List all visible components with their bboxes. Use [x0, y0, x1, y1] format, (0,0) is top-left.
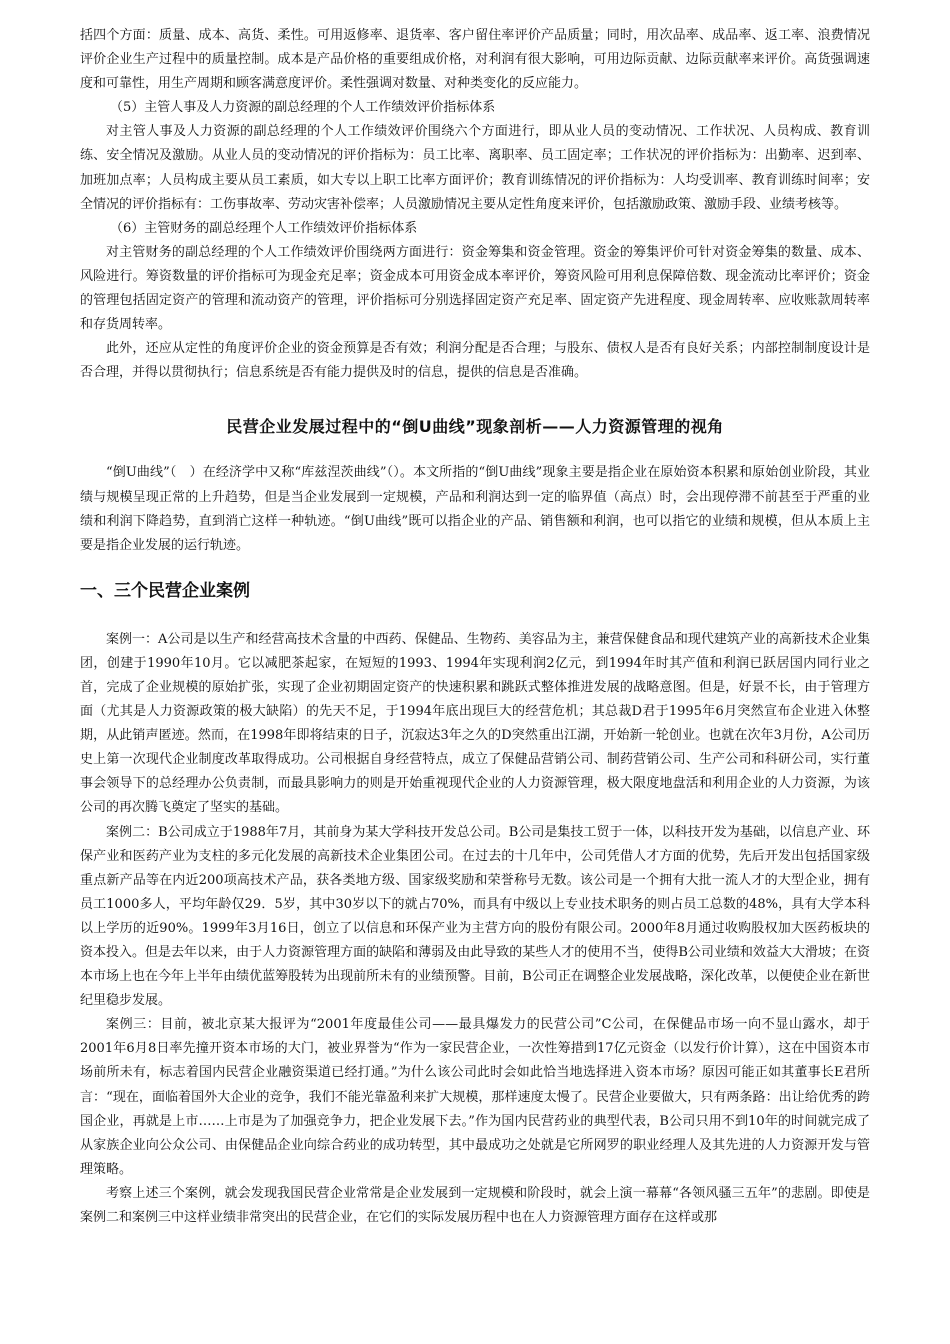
paragraph-quality-indicators: 括四个方面：质量、成本、高货、柔性。可用返修率、退货率、客户留住率评价产品质量；同时，用次品率、成品率、返工率、浪费情况评价企业生产过程中的质量控制。成本是产品价格的重要组成价格，对利润有很大影响，可用边际贡献、边际贡献率来评价。高货强调速度和可靠性，用生产周期和顾客满意度评价。柔性强调对数量、对种类变化的反应能力。 — [80, 28, 870, 92]
article-title: 民营企业发展过程中的“倒U曲线”现象剖析——人力资源管理的视角 — [226, 417, 724, 437]
section-heading: 一、三个民营企业案例 — [80, 580, 250, 601]
paragraph-intro: “倒U曲线”（ ）在经济学中又称“库兹涅茨曲线”（）。本文所指的“倒U曲线”现象主要是指企业在原始资本积累和原始创业阶段，其业绩与规模呈现正常的上升趋势，但是当企业发展到一定规模，产品和利润达到一定的临界值（高点）时，会出现停滞不前甚至于严重的业绩和利润下降趋势，直到消亡这样一种轨迹。“倒U曲线”既可以指企业的产品、销售额和利润，也可以指它的业绩和规模，但从本质上主要是指企业发展的运行轨迹。 — [80, 465, 870, 553]
paragraph-case-1: 案例一：A公司是以生产和经营高技术含量的中西药、保健品、生物药、美容品为主，兼营保健食品和现代建筑产业的高新技术企业集团，创建于1990年10月。它以减肥茶起家，在短短的1993、1994年实现利润2亿元，到1994年时其产值和利润已跃居国内同行业之首，完成了企业规模的原始扩张，实现了企业初期固定资产的快速积累和跳跃式整体推进发展的战略意图。但是，好景不长，由于管理方面（尤其是人力资源政策的极大缺陷）的先天不足，于1994年底出现巨大的经营危机；其总裁D君于1995年6月突然宣布企业进入休整期，从此销声匿迹。然而，在1998年即将结束的日子，沉寂达3年之久的D突然重出江湖，开始新一轮创业。也就在次年3月份，A公司历史上第一次现代企业制度改革取得成功。公司根据自身经营特点，成立了保健品营销公司、制药营销公司、生产公司和科研公司，实行董事会领导下的总经理办公负责制，而最具影响力的则是开始重视现代企业的人力资源管理，极大限度地盘活和利用企业的人力资源，为该公司的再次腾飞奠定了坚实的基础。 — [80, 631, 870, 816]
subheading-finance-vp: （6）主管财务的副总经理个人工作绩效评价指标体系 — [110, 220, 418, 236]
paragraph-qualitative: 此外，还应从定性的角度评价企业的资金预算是否有效；利润分配是否合理；与股东、债权人是否有良好关系；内部控制制度设计是否合理，并得以贯彻执行；信息系统是否有能力提供及时的信息，提供的信息是否准确。 — [80, 341, 870, 381]
cases-block — [80, 628, 870, 1230]
document-page — [80, 24, 870, 1230]
subheading-hr-vp: （5）主管人事及人力资源的副总经理的个人工作绩效评价指标体系 — [110, 100, 496, 116]
paragraph-case-2: 案例二：B公司成立于1988年7月，其前身为某大学科技开发总公司。B公司是集技工贸于一体，以科技开发为基础，以信息产业、环保产业和医药产业为支柱的多元化发展的高新技术企业集团公司。在过去的十几年中，公司凭借人才方面的优势，先后开发出包括国家级重点新产品等在内近200项高技术产品，获各类地方级、国家级奖励和荣誉称号无数。该公司是一个拥有大批一流人才的大型企业，拥有员工1000多人，平均年龄仅29．5岁，其中30岁以下的就占70%，而具有中级以上专业技术职务的则占员工总数的48%，具有大学本科以上学历的近90%。1999年3月16日，创立了以信息和环保产业为主营方向的股份有限公司。2000年8月通过收购股权加大医药板块的资本投入。但是去年以来，由于人力资源管理方面的缺陷和薄弱及由此导致的某些人才的使用不当，使得B公司业绩和效益大大滑坡；在资本市场上也在今年上半年由绩优蓝筹股转为出现前所未有的业绩预警。目前，B公司正在调整企业发展战略，深化改革，以便使企业在新世纪里稳步发展。 — [80, 824, 870, 1009]
paragraph-case-3: 案例三：目前，被北京某大报评为“2001年度最佳公司——最具爆发力的民营公司”C公司，在保健品市场一向不显山露水，却于2001年6月8日率先撞开资本市场的大门，被业界誉为“作为一家民营企业，一次性筹措到17亿元资金（以发行价计算），这在中国资本市场前所未有，标志着国内民营企业融资渠道已经打通。”为什么该公司此时会如此恰当地选择进入资本市场？原因可能正如其董事长E君所言：“现在，面临着国外大企业的竞争，我们不能光靠盈利来扩大规模，那样速度太慢了。民营企业要做大，只有两条路：出让给优秀的跨国企业，再就是上市……上市是为了加强竞争力，把企业发展下去。”作为国内民营药业的典型代表，B公司只用不到10年的时间就完成了从家族企业向公众公司、由保健品企业向综合药业的成功转型，其中最成功之处就是它所网罗的职业经理人及其先进的人力资源开发与管理策略。 — [80, 1017, 870, 1177]
paragraph-hr-vp: 对主管人事及人力资源的副总经理的个人工作绩效评价围绕六个方面进行，即从业人员的变动情况、工作状况、人员构成、教育训练、安全情况及激励。从业人员的变动情况的评价指标为：员工比率、离职率、员工固定率；工作状况的评价指标为：出勤率、迟到率、加班加点率；人员构成主要从员工素质，如大专以上职工比率方面评价；教育训练情况的评价指标为：人均受训率、教育训练时间率；安全情况的评价指标有：工伤事故率、劳动灾害补偿率；人员激励情况主要从定性角度来评价，包括激励政策、激励手段、业绩考核等。 — [80, 124, 870, 212]
paragraph-conclusion: 考察上述三个案例，就会发现我国民营企业常常是企业发展到一定规模和阶段时，就会上演一幕幕“各领风骚三五年”的悲剧。即使是案例二和案例三中这样业绩非常突出的民营企业，在它们的实际发展历程中也在人力资源管理方面存在这样或那 — [80, 1185, 870, 1226]
paragraph-finance-vp: 对主管财务的副总经理的个人工作绩效评价围绕两方面进行：资金筹集和资金管理。资金的筹集评价可针对资金筹集的数量、成本、风险进行。筹资数量的评价指标可为现金充足率；资金成本可用资金成本率评价，筹资风险可用利息保障倍数、现金流动比率评价；资金的管理包括固定资产的管理和流动资产的管理，评价指标可分别选择固定资产充足率、固定资产先进程度、现金周转率、应收账款周转率和存货周转率。 — [80, 244, 870, 333]
